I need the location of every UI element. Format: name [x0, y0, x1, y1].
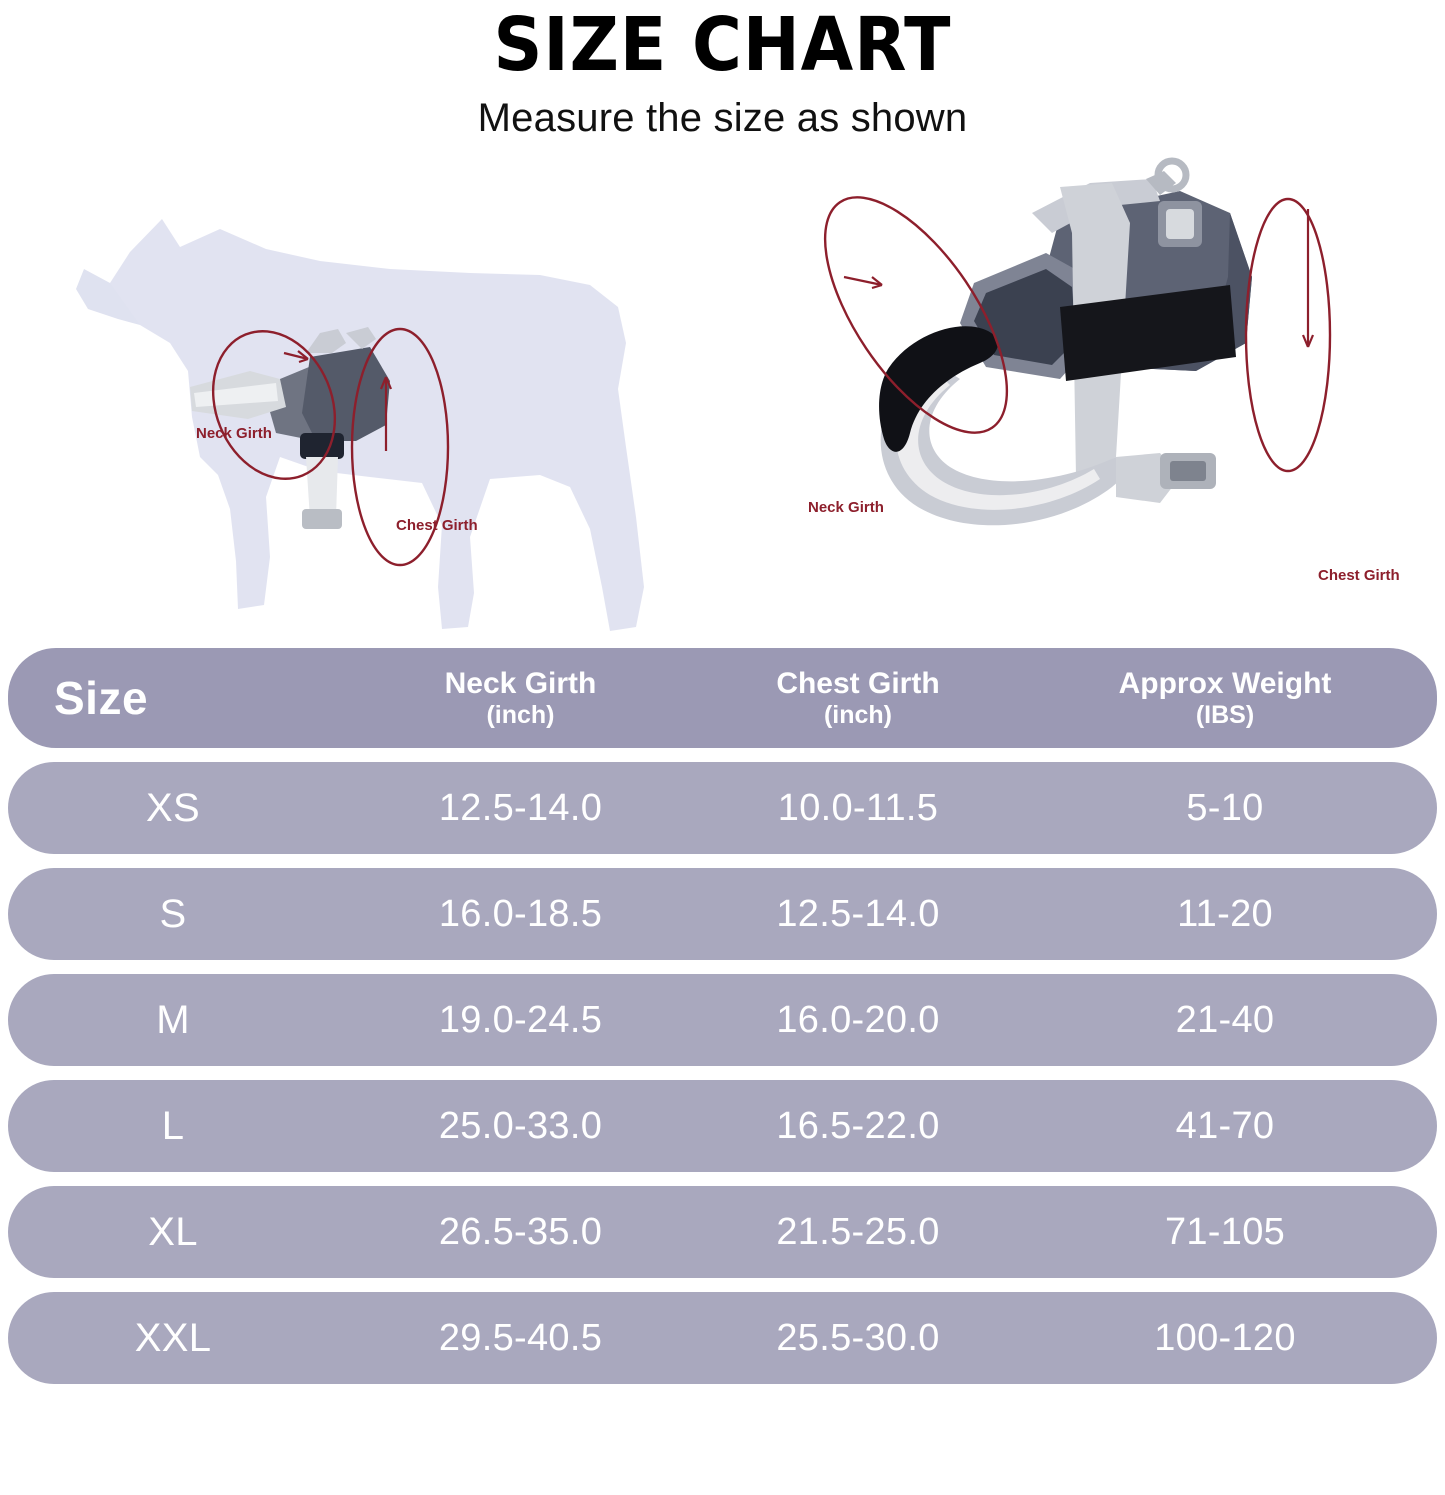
cell-neck-girth: 12.5-14.0: [438, 786, 603, 829]
cell-size: XL: [148, 1209, 198, 1254]
cell-neck-girth: 25.0-33.0: [438, 1104, 603, 1147]
cell-size: XXL: [134, 1315, 212, 1360]
cell-chest-girth: 25.5-30.0: [776, 1316, 940, 1359]
table-row: [8, 1080, 1437, 1172]
column-header-approx-weight-unit: (IBS): [1195, 700, 1255, 729]
left-neck-girth-label: Neck Girth: [196, 425, 272, 442]
page-title: SIZE CHART: [493, 2, 952, 88]
cell-size: M: [156, 997, 190, 1042]
harness-product-illustration: [760, 157, 1410, 657]
right-chest-girth-label: Chest Girth: [1318, 567, 1400, 584]
page-subtitle: Measure the size as shown: [477, 96, 968, 140]
cell-size: L: [161, 1103, 185, 1148]
cell-chest-girth: 21.5-25.0: [776, 1210, 940, 1253]
size-chart-table: [8, 648, 1437, 1398]
cell-chest-girth: 10.0-11.5: [777, 786, 939, 829]
cell-neck-girth: 26.5-35.0: [438, 1210, 603, 1253]
harness-product-svg: [760, 157, 1410, 657]
column-header-chest-girth-unit: (inch): [823, 700, 893, 729]
table-header-row: [8, 648, 1437, 748]
table-row: [8, 974, 1437, 1066]
column-header-neck-girth-main: Neck Girth: [444, 667, 597, 701]
cell-approx-weight: 71-105: [1164, 1210, 1286, 1253]
cell-approx-weight: 21-40: [1175, 998, 1275, 1041]
cell-size: XS: [146, 785, 200, 830]
cell-approx-weight: 11-20: [1177, 892, 1273, 935]
cell-size: S: [159, 891, 187, 936]
cell-neck-girth: 19.0-24.5: [438, 998, 603, 1041]
column-header-approx-weight-main: Approx Weight: [1118, 667, 1332, 701]
column-header-chest-girth-main: Chest Girth: [776, 667, 940, 701]
cell-neck-girth: 29.5-40.5: [438, 1316, 603, 1359]
column-header-approx-weight: [1013, 667, 1437, 729]
harness-adjuster-slot: [1170, 461, 1206, 481]
cell-neck-girth: 16.0-18.5: [438, 892, 603, 935]
cell-chest-girth: 16.5-22.0: [776, 1104, 940, 1147]
column-header-neck-girth: [338, 667, 703, 729]
harness-logo-plate: [1166, 209, 1194, 239]
harness-lower-buckle: [302, 509, 342, 529]
dog-harness-illustration: [70, 157, 690, 657]
chest-girth-ellipse: [1246, 199, 1330, 471]
cell-approx-weight: 5-10: [1186, 786, 1264, 829]
cell-approx-weight: 41-70: [1175, 1104, 1275, 1147]
illustration-area: [0, 157, 1445, 657]
column-header-chest-girth: [703, 667, 1013, 729]
table-row: [8, 1186, 1437, 1278]
table-row: [8, 868, 1437, 960]
column-header-neck-girth-unit: (inch): [486, 700, 555, 729]
right-neck-girth-label: Neck Girth: [808, 499, 884, 516]
left-chest-girth-label: Chest Girth: [396, 517, 478, 534]
cell-approx-weight: 100-120: [1154, 1316, 1296, 1359]
table-row: [8, 762, 1437, 854]
header: [0, 0, 1445, 141]
table-row: [8, 1292, 1437, 1384]
cell-chest-girth: 16.0-20.0: [776, 998, 940, 1041]
dog-silhouette-svg: [70, 157, 690, 657]
cell-chest-girth: 12.5-14.0: [776, 892, 940, 935]
harness-buckle: [300, 433, 344, 459]
column-header-size: Size: [54, 672, 149, 724]
